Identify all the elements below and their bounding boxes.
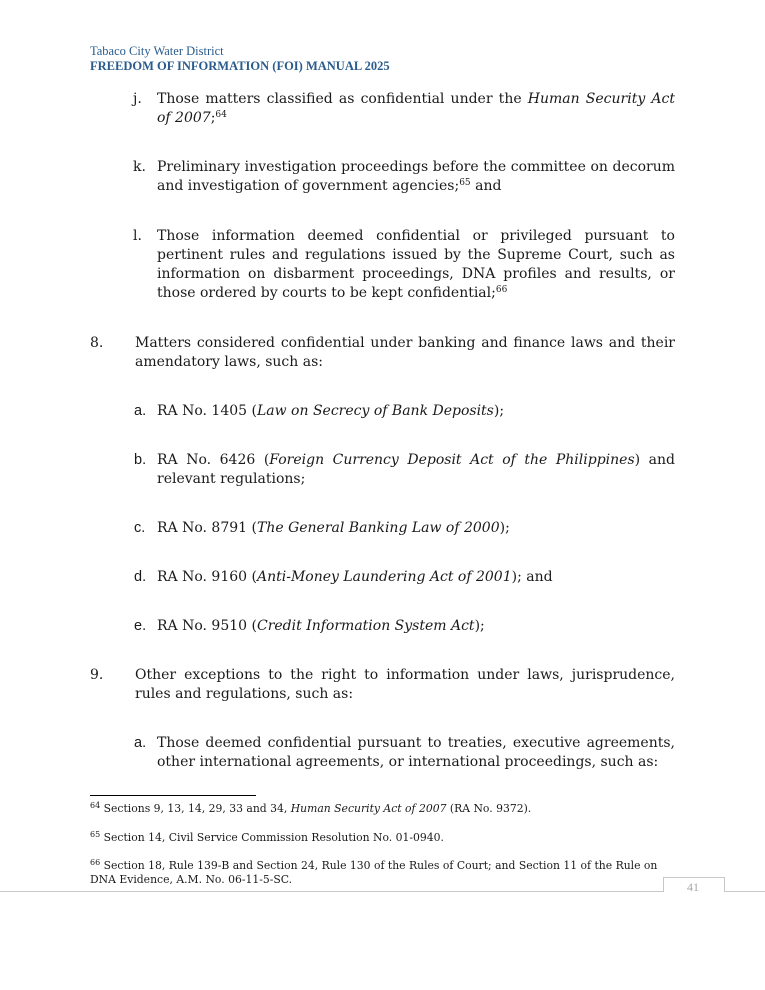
item-8a-act: Law on Secrecy of Bank Deposits: [256, 403, 494, 419]
item-8b: [157, 451, 675, 489]
footnote-64: [90, 802, 678, 816]
header-organization: Tabaco City Water District: [90, 44, 224, 58]
document-header: [90, 44, 390, 74]
item-8e-punct: );: [474, 618, 485, 634]
item-8c-punct: );: [499, 520, 510, 536]
footnote-66-number: 66: [90, 858, 101, 867]
item-8c: [157, 519, 675, 538]
item-8b-act: Foreign Currency Deposit Act of the Philippines: [269, 452, 635, 468]
item-l: [157, 227, 675, 303]
item-8c-act: The General Banking Law of 2000: [256, 520, 500, 536]
footnote-65: [90, 831, 678, 845]
item-k-tail: and: [470, 178, 502, 194]
footnote-64-number: 64: [90, 801, 101, 810]
item-k-text: Preliminary investigation proceedings before the committee on decorum and investigation of government agencies;: [157, 159, 675, 194]
item-8d-punct: ); and: [511, 569, 553, 585]
item-8a-punct: );: [493, 403, 505, 419]
item-marker-8e: e.: [134, 618, 147, 634]
section-8: [90, 334, 675, 372]
item-marker-8c: c.: [134, 520, 146, 536]
item-8c-text: RA No. 8791 (: [157, 520, 257, 536]
item-marker-8b: b.: [134, 452, 147, 468]
footnote-64-text: Sections 9, 13, 14, 29, 33 and 34,: [103, 802, 291, 815]
section-9-text: Other exceptions to the right to information under laws, jurisprudence, rules and regulations, such as:: [135, 667, 675, 702]
item-k: [157, 158, 675, 196]
item-marker-8d: d.: [134, 569, 147, 585]
item-j-act: Human Security Act of 2007: [157, 91, 675, 126]
item-8e-act: Credit Information System Act: [256, 618, 475, 634]
item-8e-text: RA No. 9510 (: [157, 618, 257, 634]
item-l-text: Those information deemed confidential or privileged pursuant to pertinent rules and regulations issued by the Supreme Court, such as information on disbarment proceedings, DNA profiles and results, or those ordered by courts to be kept confidential;: [157, 228, 675, 301]
footnote-64-tail: (RA No. 9372).: [446, 802, 532, 815]
footnote-64-act: Human Security Act of 2007: [290, 802, 447, 815]
item-marker-8a: a.: [134, 403, 147, 419]
footnote-65-text: Section 14, Civil Service Commission Resolution No. 01-0940.: [103, 831, 444, 844]
item-8d-act: Anti-Money Laundering Act of 2001: [256, 569, 512, 585]
footnote-66-text: Section 18, Rule 139-B and Section 24, Rule 130 of the Rules of Court; and Section 11 of the Rule on DNA Evidence, A.M. No. 06-11-5-SC.: [90, 859, 658, 886]
section-9-marker: 9.: [90, 667, 104, 683]
item-9a-text: Those deemed confidential pursuant to treaties, executive agreements, other international agreements, or international proceedings, such as:: [157, 735, 675, 770]
item-j: [157, 90, 675, 128]
footnote-ref-64[interactable]: 64: [215, 110, 227, 120]
footnote-65-number: 65: [90, 830, 101, 839]
section-9: [90, 666, 675, 704]
item-8d-text: RA No. 9160 (: [157, 569, 257, 585]
item-marker-j: j.: [133, 91, 142, 107]
header-manual-title: FREEDOM OF INFORMATION (FOI) MANUAL 2025: [90, 59, 390, 73]
item-marker-9a: a.: [134, 735, 147, 751]
footnote-ref-66[interactable]: 66: [495, 285, 508, 295]
item-8a-text: RA No. 1405 (: [157, 403, 257, 419]
footnote-66: [90, 859, 678, 887]
footnote-separator: [90, 795, 256, 796]
item-marker-k: k.: [133, 159, 146, 175]
item-8b-text: RA No. 6426 (: [157, 452, 270, 468]
item-j-punct: ;: [210, 110, 216, 126]
footer-rule: [0, 891, 765, 892]
item-8e: [157, 617, 675, 636]
item-9a: [157, 734, 675, 772]
item-8b-punct: ) and relevant regulations;: [157, 452, 675, 487]
item-8a: [157, 402, 675, 421]
footnote-ref-65[interactable]: 65: [459, 178, 471, 188]
item-8d: [157, 568, 675, 587]
page-number: 41: [687, 880, 699, 894]
item-j-text: Those matters classified as confidential under the: [157, 91, 528, 107]
section-8-marker: 8.: [90, 335, 104, 351]
item-marker-l: l.: [133, 228, 142, 244]
section-8-text: Matters considered confidential under banking and finance laws and their amendatory laws, such as:: [135, 335, 675, 370]
